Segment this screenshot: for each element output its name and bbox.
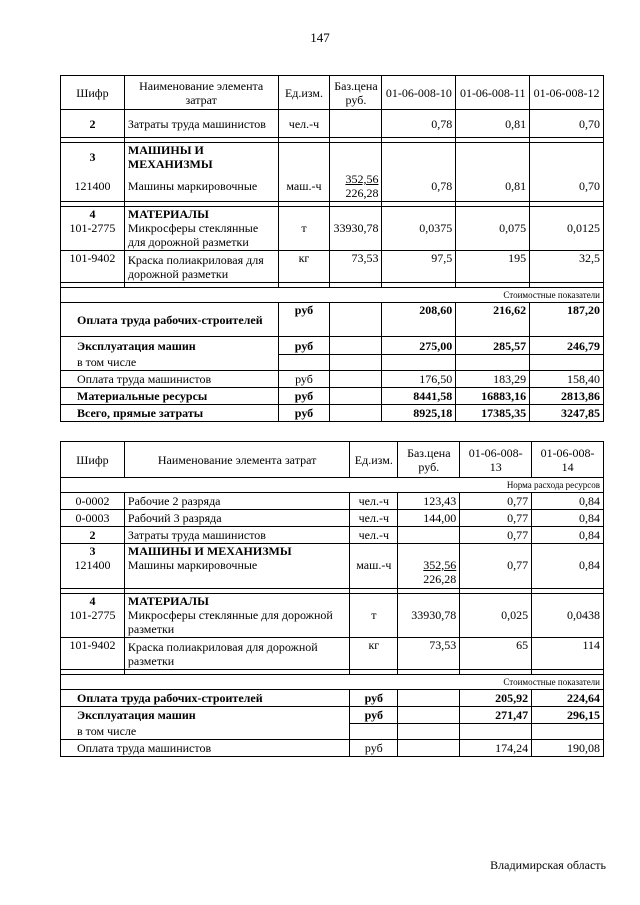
row-value: 0,075 <box>456 221 530 251</box>
row-code: 101-9402 <box>61 638 125 670</box>
row-price <box>330 171 382 201</box>
cost-value: 174,24 <box>460 740 532 757</box>
cost-value: 208,60 <box>382 303 456 337</box>
cost-row <box>61 724 604 740</box>
price-value: 352,56 <box>345 171 379 186</box>
table-row <box>61 221 604 251</box>
row-value: 0,70 <box>530 171 604 201</box>
footer-region: Владимирская область <box>490 858 606 872</box>
table-row <box>61 171 604 201</box>
row-value: 0,84 <box>532 558 604 588</box>
cost-value: 224,64 <box>532 690 604 707</box>
section-code: 4 <box>61 593 125 608</box>
section-title: МАТЕРИАЛЫ <box>124 206 278 221</box>
cost-unit: руб <box>350 690 398 707</box>
cost-unit: руб <box>278 405 330 422</box>
row-name: Микросферы стеклянные для дорожной разметки <box>124 608 349 638</box>
row-code: 121400 <box>61 171 125 201</box>
cost-name: Материальные ресурсы <box>61 388 279 405</box>
row-unit: т <box>350 608 398 638</box>
row-value: 0,77 <box>460 527 532 544</box>
row-value: 0,025 <box>460 608 532 638</box>
cost-name: Эксплуатация машин <box>61 337 279 355</box>
header-unit: Ед.изм. <box>350 442 398 478</box>
row-code: 101-9402 <box>61 251 125 283</box>
row-value: 0,81 <box>456 171 530 201</box>
row-value: 32,5 <box>530 251 604 283</box>
row-name: Микросферы стеклянные для дорожной разметки <box>124 221 278 251</box>
row-price: 73,53 <box>398 638 460 670</box>
row-name: Затраты труда машинистов <box>124 110 278 138</box>
section-row <box>61 143 604 172</box>
section-code: 4 <box>61 206 125 221</box>
row-value: 0,0375 <box>382 221 456 251</box>
cost-value: 158,40 <box>530 371 604 388</box>
row-code: 121400 <box>61 558 125 588</box>
cost-name: Всего, прямые затраты <box>61 405 279 422</box>
cost-row <box>61 337 604 355</box>
table-row <box>61 638 604 670</box>
row-name: Рабочий 3 разряда <box>124 510 349 527</box>
row-value: 0,70 <box>530 110 604 138</box>
header-base-price: Баз.цена руб. <box>398 442 460 478</box>
row-value: 97,5 <box>382 251 456 283</box>
header-name: Наименование элемента затрат <box>124 76 278 110</box>
row-unit: кг <box>278 251 330 283</box>
cost-unit: руб <box>350 740 398 757</box>
table-row <box>61 558 604 588</box>
cost-name: Эксплуатация машин <box>61 707 350 724</box>
row-name: Краска полиакриловая для дорожной разметки <box>124 251 278 283</box>
cost-value: 187,20 <box>530 303 604 337</box>
row-value: 0,77 <box>460 558 532 588</box>
section-title: МАШИНЫ И МЕХАНИЗМЫ <box>124 544 349 559</box>
row-value: 0,0125 <box>530 221 604 251</box>
cost-value: 271,47 <box>460 707 532 724</box>
row-name: Машины маркировочные <box>124 171 278 201</box>
cost-name: в том числе <box>61 724 350 740</box>
cost-value: 246,79 <box>530 337 604 355</box>
row-value: 65 <box>460 638 532 670</box>
price-value-2: 226,28 <box>423 572 457 586</box>
header-col: 01-06-008-14 <box>532 442 604 478</box>
header-name: Наименование элемента затрат <box>124 442 349 478</box>
cost-name: Оплата труда рабочих-строителей <box>61 303 279 337</box>
cost-value: 16883,16 <box>456 388 530 405</box>
row-value: 0,84 <box>532 510 604 527</box>
cost-value: 205,92 <box>460 690 532 707</box>
cost-value: 3247,85 <box>530 405 604 422</box>
row-price: 73,53 <box>330 251 382 283</box>
row-value: 0,81 <box>456 110 530 138</box>
row-code: 0-0003 <box>61 510 125 527</box>
table-row <box>61 110 604 138</box>
row-price: 33930,78 <box>398 608 460 638</box>
row-price: 123,43 <box>398 493 460 510</box>
cost-unit: руб <box>278 388 330 405</box>
cost-caption: Стоимостные показатели <box>61 288 604 303</box>
section-code: 3 <box>61 544 125 559</box>
row-unit: чел.-ч <box>350 493 398 510</box>
row-unit: чел.-ч <box>350 527 398 544</box>
cost-value: 176,50 <box>382 371 456 388</box>
price-value: 352,56 <box>423 558 457 572</box>
header-base-price: Баз.цена руб. <box>330 76 382 110</box>
row-code: 101-2775 <box>61 608 125 638</box>
cost-row <box>61 303 604 337</box>
cost-value: 285,57 <box>456 337 530 355</box>
cost-value: 296,15 <box>532 707 604 724</box>
norm-caption: Норма расхода ресурсов <box>61 478 604 493</box>
row-unit: чел.-ч <box>350 510 398 527</box>
cost-caption: Стоимостные показатели <box>61 675 604 690</box>
header-code: Шифр <box>61 76 125 110</box>
row-code: 0-0002 <box>61 493 125 510</box>
table-row <box>61 251 604 283</box>
cost-value: 17385,35 <box>456 405 530 422</box>
cost-row <box>61 355 604 371</box>
cost-value: 2813,86 <box>530 388 604 405</box>
cost-name: Оплата труда машинистов <box>61 740 350 757</box>
row-code: 2 <box>61 110 125 138</box>
row-unit: чел.-ч <box>278 110 330 138</box>
row-name: Рабочие 2 разряда <box>124 493 349 510</box>
resource-table-2 <box>60 441 604 757</box>
header-col: 01-06-008-13 <box>460 442 532 478</box>
section-title: МАТЕРИАЛЫ <box>124 593 349 608</box>
row-name: Машины маркировочные <box>124 558 349 588</box>
cost-caption-row <box>61 675 604 690</box>
cost-unit: руб <box>350 707 398 724</box>
row-value: 0,78 <box>382 171 456 201</box>
cost-unit: руб <box>278 303 330 337</box>
table-header-row <box>61 76 604 110</box>
cost-caption-row <box>61 288 604 303</box>
cost-unit: руб <box>278 337 330 355</box>
header-code: Шифр <box>61 442 125 478</box>
row-code: 2 <box>61 527 125 544</box>
header-col: 01-06-008-10 <box>382 76 456 110</box>
row-price <box>330 110 382 138</box>
cost-name: в том числе <box>61 355 279 371</box>
cost-name: Оплата труда рабочих-строителей <box>61 690 350 707</box>
row-value: 0,84 <box>532 493 604 510</box>
row-value: 0,0438 <box>532 608 604 638</box>
cost-value: 275,00 <box>382 337 456 355</box>
section-row <box>61 544 604 559</box>
page-number: 147 <box>310 30 330 45</box>
cost-value: 183,29 <box>456 371 530 388</box>
section-title: МАШИНЫ И МЕХАНИЗМЫ <box>124 143 278 172</box>
row-price: 144,00 <box>398 510 460 527</box>
row-unit: маш.-ч <box>278 171 330 201</box>
row-value: 0,84 <box>532 527 604 544</box>
row-price <box>398 558 460 588</box>
row-value: 0,78 <box>382 110 456 138</box>
row-value: 0,77 <box>460 510 532 527</box>
resource-table-1 <box>60 75 604 422</box>
cost-value: 8441,58 <box>382 388 456 405</box>
cost-row <box>61 690 604 707</box>
header-unit: Ед.изм. <box>278 76 330 110</box>
header-col: 01-06-008-12 <box>530 76 604 110</box>
row-value: 0,77 <box>460 493 532 510</box>
cost-row <box>61 707 604 724</box>
header-col: 01-06-008-11 <box>456 76 530 110</box>
row-price: 33930,78 <box>330 221 382 251</box>
row-unit: т <box>278 221 330 251</box>
section-row <box>61 206 604 221</box>
cost-value: 190,08 <box>532 740 604 757</box>
row-code: 101-2775 <box>61 221 125 251</box>
section-row <box>61 593 604 608</box>
cost-value: 8925,18 <box>382 405 456 422</box>
table-row <box>61 493 604 510</box>
cost-unit: руб <box>278 371 330 388</box>
table-header-row <box>61 442 604 478</box>
row-value: 195 <box>456 251 530 283</box>
norm-caption-row <box>61 478 604 493</box>
row-value: 114 <box>532 638 604 670</box>
cost-name: Оплата труда машинистов <box>61 371 279 388</box>
table-row <box>61 608 604 638</box>
section-code: 3 <box>61 143 125 172</box>
cost-value: 216,62 <box>456 303 530 337</box>
table-row <box>61 510 604 527</box>
cost-row <box>61 405 604 422</box>
row-price <box>398 527 460 544</box>
table-row <box>61 527 604 544</box>
cost-row <box>61 740 604 757</box>
price-value-2: 226,28 <box>345 185 379 200</box>
row-unit: маш.-ч <box>350 558 398 588</box>
row-unit: кг <box>350 638 398 670</box>
row-name: Затраты труда машинистов <box>124 527 349 544</box>
row-name: Краска полиакриловая для дорожной разметки <box>124 638 349 670</box>
cost-row <box>61 371 604 388</box>
cost-row <box>61 388 604 405</box>
